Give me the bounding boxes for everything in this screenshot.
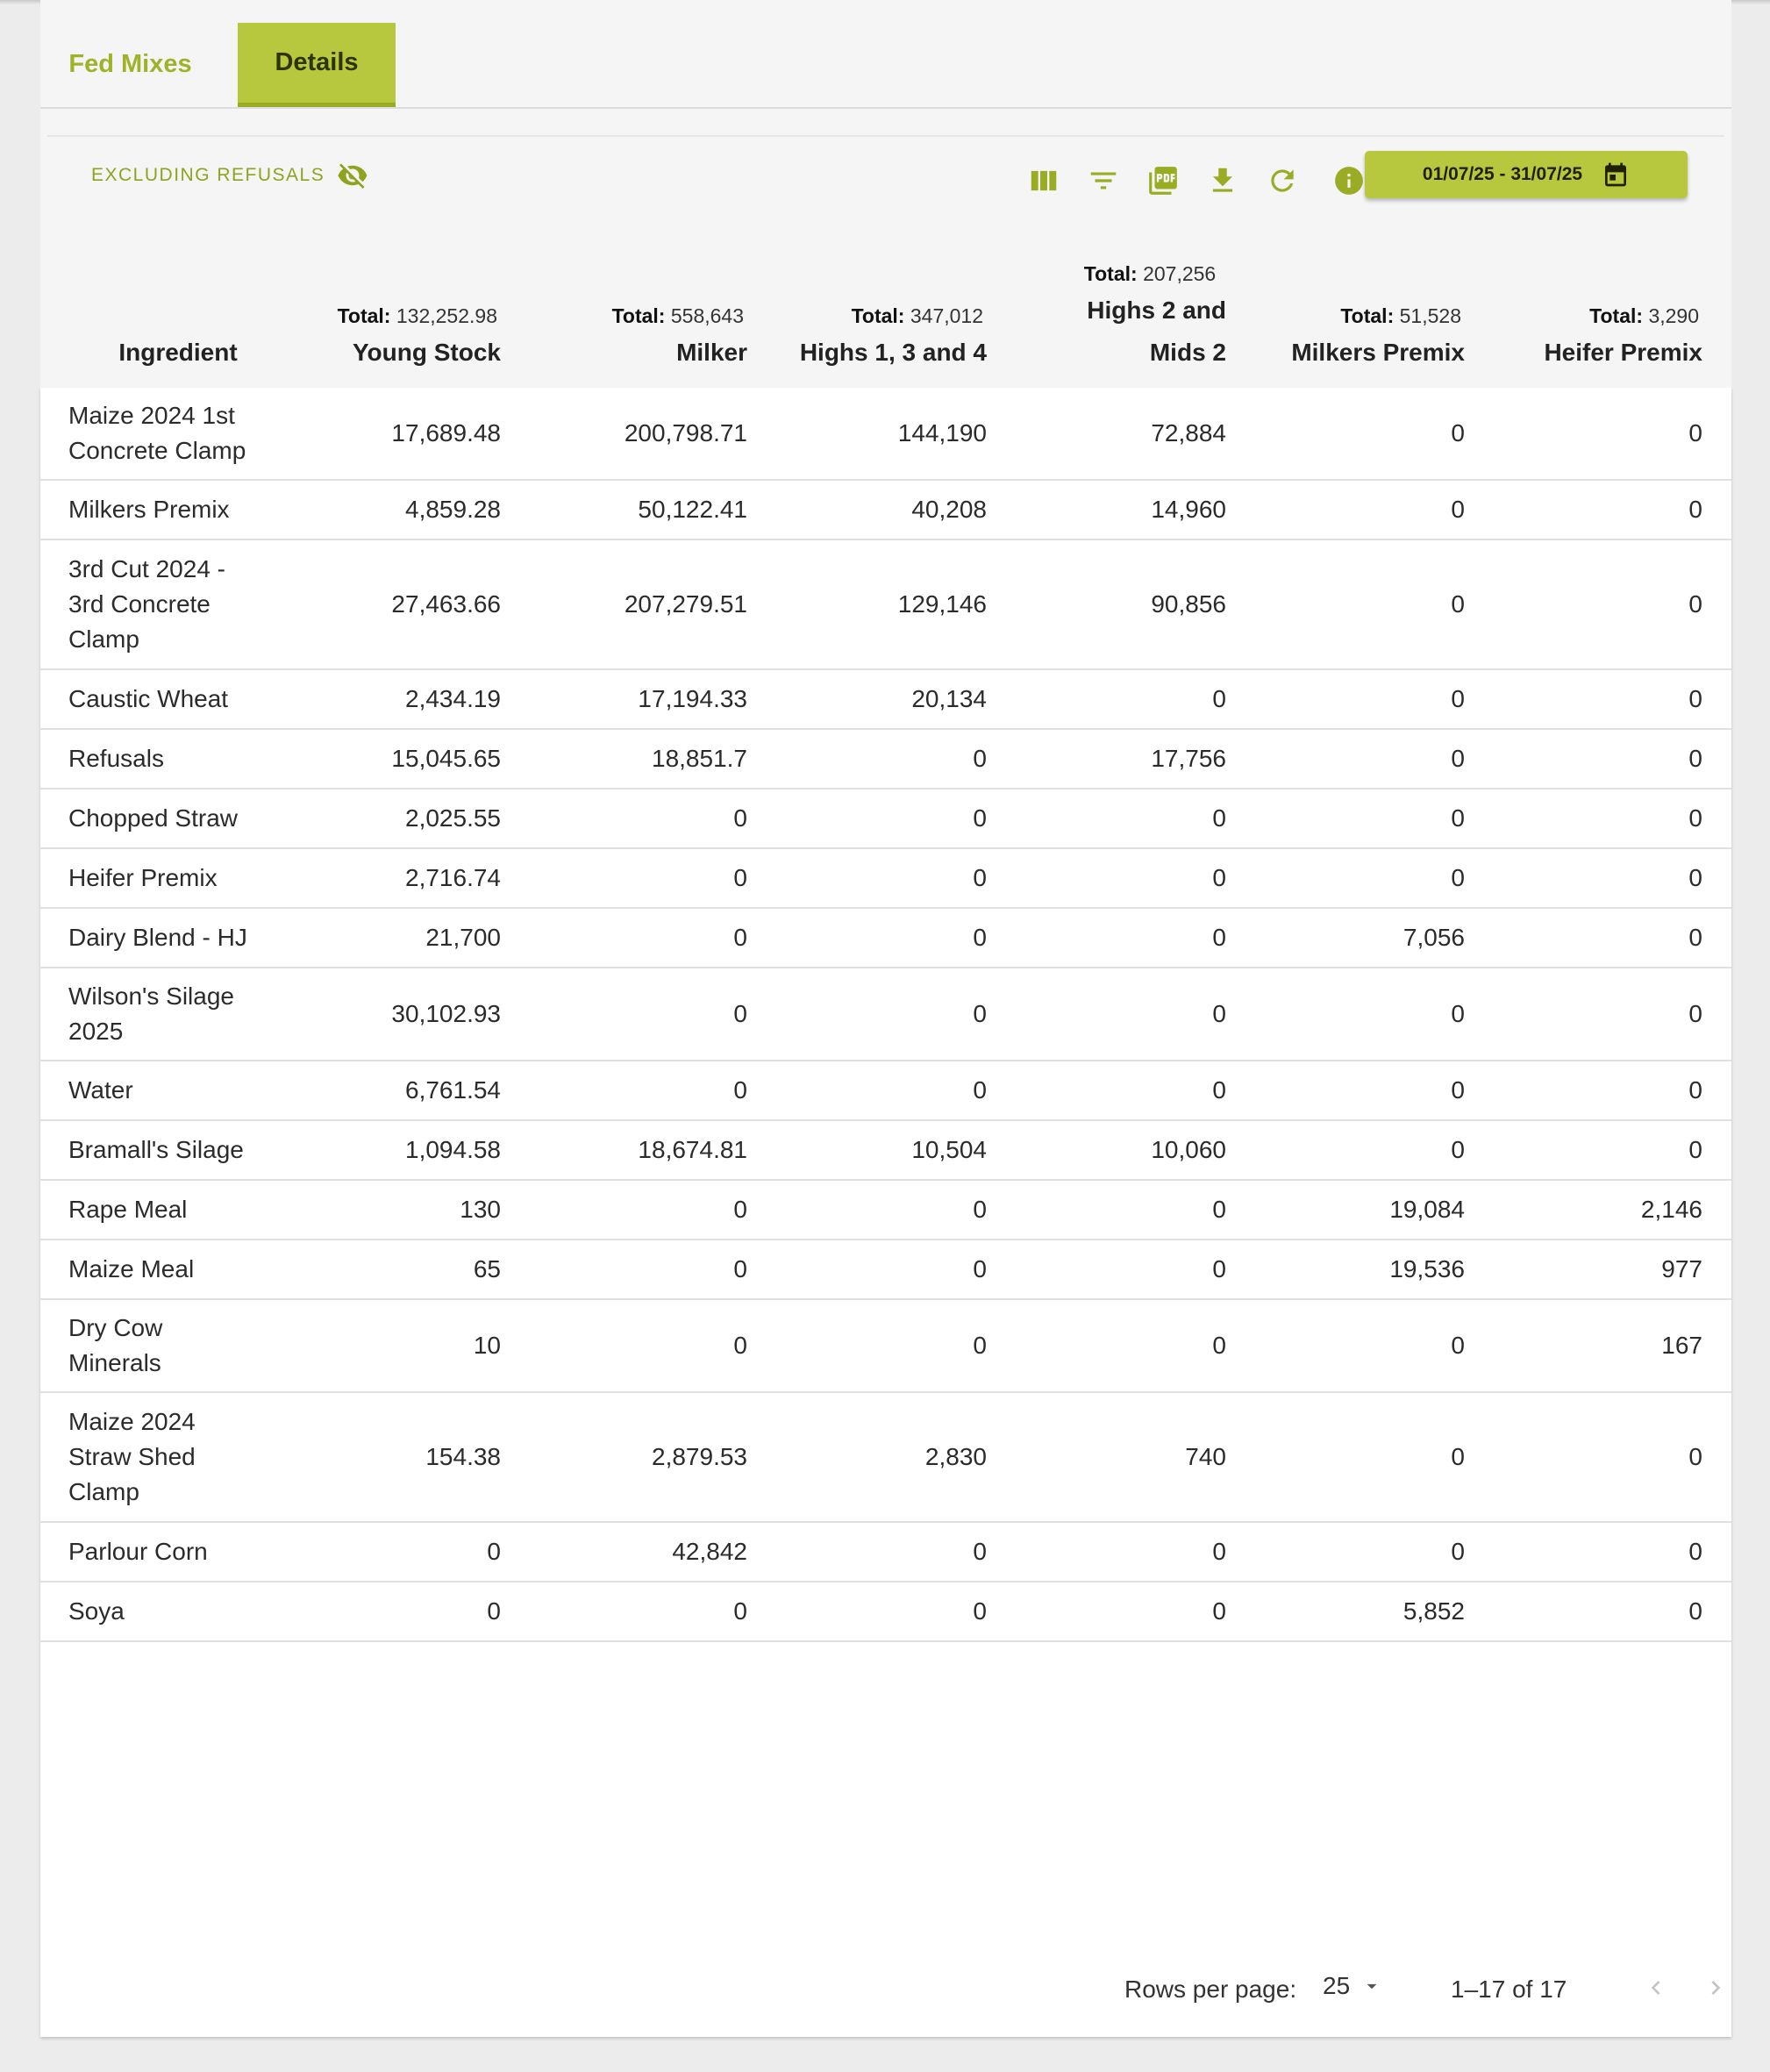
tab-bar (40, 23, 1731, 109)
value-cell: 144,190 (897, 419, 987, 447)
column-total-value: 347,012 (910, 304, 983, 327)
column-total-value: 132,252.98 (396, 304, 497, 327)
ingredient-cell: Maize 2024 Straw Shed Clamp (68, 1408, 196, 1505)
column-total-label: Total: (1340, 304, 1395, 327)
toolbar-divider (47, 135, 1724, 137)
value-cell: 0 (1451, 496, 1465, 523)
value-cell: 0 (1451, 419, 1465, 447)
value-cell: 90,856 (1151, 590, 1226, 618)
value-cell: 740 (1185, 1443, 1226, 1470)
table-row[interactable] (40, 1583, 1731, 1642)
value-cell: 0 (1688, 1443, 1702, 1470)
tab-fed-mixes[interactable]: Fed Mixes (68, 49, 192, 78)
ingredient-cell: 3rd Cut 2024 - 3rd Concrete Clamp (68, 555, 225, 653)
tab-details[interactable]: Details (238, 23, 396, 107)
value-cell: 0 (733, 804, 747, 832)
value-cell: 19,536 (1389, 1255, 1465, 1282)
value-cell: 2,830 (924, 1443, 987, 1470)
value-cell: 18,851.7 (652, 745, 747, 772)
column-total-label: Total: (1083, 262, 1138, 285)
value-cell: 0 (1212, 804, 1226, 832)
table-row[interactable] (40, 968, 1731, 1061)
ingredient-cell: Milkers Premix (68, 496, 230, 523)
chevron-left-icon (1642, 1974, 1670, 2002)
column-name: Milker (676, 339, 747, 366)
table-row[interactable] (40, 730, 1731, 790)
ingredient-cell: Soya (68, 1597, 125, 1625)
column-name: Young Stock (352, 339, 501, 366)
prev-page-button[interactable] (1637, 1968, 1675, 2007)
column-total-value: 207,256 (1143, 262, 1217, 285)
value-cell: 0 (1688, 1000, 1702, 1027)
rows-per-page-select[interactable] (1323, 1972, 1383, 2000)
table-row[interactable] (40, 1121, 1731, 1181)
filter-icon[interactable] (1081, 158, 1126, 204)
value-cell: 0 (733, 864, 747, 891)
column-name: Milkers Premix (1291, 339, 1465, 366)
value-cell: 17,194.33 (638, 685, 747, 712)
column-total (1210, 300, 1465, 332)
header-column[interactable] (493, 300, 747, 374)
value-cell: 6,761.54 (405, 1076, 501, 1104)
value-cell: 0 (973, 1538, 987, 1565)
table-row[interactable] (40, 1061, 1731, 1121)
eye-off-icon (337, 160, 368, 191)
value-cell: 0 (1688, 804, 1702, 832)
value-cell: 72,884 (1151, 419, 1226, 447)
details-panel (40, 0, 1731, 2037)
value-cell: 0 (973, 1332, 987, 1359)
ingredient-cell: Bramall's Silage (68, 1136, 244, 1163)
value-cell: 0 (973, 924, 987, 951)
table-row[interactable] (40, 909, 1731, 968)
ingredient-cell: Maize Meal (68, 1255, 195, 1282)
value-cell: 50,122.41 (638, 496, 747, 523)
value-cell: 167 (1661, 1332, 1702, 1359)
value-cell: 200,798.71 (624, 419, 747, 447)
header-column[interactable] (1077, 258, 1226, 374)
value-cell: 0 (1688, 1597, 1702, 1625)
chevron-down-icon (1360, 1975, 1383, 1997)
value-cell: 0 (1451, 1443, 1465, 1470)
value-cell: 2,879.53 (652, 1443, 747, 1470)
value-cell: 0 (1451, 1136, 1465, 1163)
value-cell: 977 (1661, 1255, 1702, 1282)
value-cell: 0 (1212, 1076, 1226, 1104)
value-cell: 0 (1688, 1076, 1702, 1104)
pagination (40, 1961, 1731, 2014)
value-cell: 0 (973, 804, 987, 832)
value-cell: 10,504 (911, 1136, 987, 1163)
value-cell: 4,859.28 (405, 496, 501, 523)
value-cell: 0 (1688, 685, 1702, 712)
rows-per-page-value: 25 (1323, 1972, 1351, 1999)
table-body (40, 388, 1731, 2037)
value-cell: 0 (1451, 864, 1465, 891)
date-range-text: 01/07/25 - 31/07/25 (1422, 164, 1583, 184)
value-cell: 0 (1688, 1538, 1702, 1565)
column-name: Highs 2 and Mids 2 (1087, 297, 1226, 366)
value-cell: 0 (1451, 745, 1465, 772)
ingredient-cell: Heifer Premix (68, 864, 218, 891)
ingredient-cell: Wilson's Silage 2025 (68, 982, 234, 1045)
value-cell: 1,094.58 (405, 1136, 501, 1163)
value-cell: 18,674.81 (638, 1136, 747, 1163)
value-cell: 0 (1451, 685, 1465, 712)
column-total (1448, 300, 1702, 332)
header-column[interactable] (1210, 300, 1465, 374)
ingredient-cell: Caustic Wheat (68, 685, 229, 712)
column-total-label: Total: (611, 304, 666, 327)
column-name: Highs 1, 3 and 4 (799, 339, 987, 366)
table-row[interactable] (40, 1240, 1731, 1300)
value-cell: 0 (733, 1076, 747, 1104)
column-total (1077, 258, 1226, 289)
header-column[interactable] (732, 300, 987, 374)
column-total-label: Total: (1589, 304, 1644, 327)
table-row[interactable] (40, 1523, 1731, 1583)
table-header (40, 254, 1731, 388)
table-row[interactable] (40, 1300, 1731, 1393)
value-cell: 0 (1451, 1076, 1465, 1104)
value-cell: 0 (973, 1076, 987, 1104)
value-cell: 0 (733, 1000, 747, 1027)
ingredient-cell: Dry Cow Minerals (68, 1314, 163, 1376)
columns-icon[interactable] (1021, 158, 1067, 204)
value-cell: 14,960 (1151, 496, 1226, 523)
value-cell: 0 (1688, 496, 1702, 523)
value-cell: 7,056 (1402, 924, 1465, 951)
rows-per-page-label: Rows per page: (1124, 1976, 1297, 2003)
value-cell: 0 (487, 1538, 501, 1565)
value-cell: 0 (1212, 924, 1226, 951)
value-cell: 0 (973, 1196, 987, 1223)
value-cell: 0 (1212, 685, 1226, 712)
value-cell: 0 (1688, 1136, 1702, 1163)
value-cell: 2,025.55 (405, 804, 501, 832)
table-row[interactable] (40, 670, 1731, 730)
value-cell: 0 (1451, 590, 1465, 618)
refresh-icon[interactable] (1260, 158, 1305, 204)
value-cell: 0 (1212, 864, 1226, 891)
value-cell: 17,756 (1151, 745, 1226, 772)
value-cell: 0 (733, 1255, 747, 1282)
value-cell: 0 (973, 745, 987, 772)
column-total-value: 3,290 (1648, 304, 1699, 327)
ingredient-cell: Water (68, 1076, 133, 1104)
value-cell: 0 (973, 864, 987, 891)
value-cell: 0 (1212, 1000, 1226, 1027)
value-cell: 65 (473, 1255, 501, 1282)
value-cell: 207,279.51 (624, 590, 747, 618)
pagination-range: 1–17 of 17 (1451, 1976, 1567, 2003)
value-cell: 0 (1688, 745, 1702, 772)
table-row[interactable] (40, 540, 1731, 670)
column-name: Heifer Premix (1544, 339, 1702, 366)
value-cell: 129,146 (897, 590, 987, 618)
value-cell: 0 (1688, 590, 1702, 618)
pdf-icon[interactable] (1140, 158, 1186, 204)
value-cell: 154.38 (425, 1443, 501, 1470)
value-cell: 0 (733, 1332, 747, 1359)
value-cell: 0 (1688, 864, 1702, 891)
value-cell: 0 (1212, 1196, 1226, 1223)
ingredient-cell: Maize 2024 1st Concrete Clamp (68, 402, 246, 464)
value-cell: 20,134 (911, 685, 987, 712)
value-cell: 0 (733, 1196, 747, 1223)
table-row[interactable] (40, 1393, 1731, 1523)
value-cell: 19,084 (1389, 1196, 1465, 1223)
value-cell: 2,434.19 (405, 685, 501, 712)
value-cell: 0 (1212, 1597, 1226, 1625)
value-cell: 2,716.74 (405, 864, 501, 891)
value-cell: 0 (1212, 1538, 1226, 1565)
value-cell: 0 (1212, 1255, 1226, 1282)
value-cell: 0 (733, 1597, 747, 1625)
value-cell: 40,208 (911, 496, 987, 523)
ingredient-cell: Dairy Blend - HJ (68, 924, 247, 951)
value-cell: 0 (973, 1000, 987, 1027)
download-icon[interactable] (1200, 158, 1245, 204)
table-row[interactable] (40, 481, 1731, 540)
value-cell: 0 (487, 1597, 501, 1625)
column-total-value: 558,643 (670, 304, 744, 327)
table-row[interactable] (40, 388, 1731, 481)
value-cell: 0 (973, 1255, 987, 1282)
column-total (732, 300, 987, 332)
value-cell: 15,045.65 (391, 745, 501, 772)
value-cell: 0 (1451, 804, 1465, 832)
calendar-icon (1602, 161, 1630, 189)
value-cell: 10,060 (1151, 1136, 1226, 1163)
value-cell: 0 (1451, 1332, 1465, 1359)
value-cell: 0 (1212, 1332, 1226, 1359)
date-range-button[interactable] (1365, 151, 1688, 198)
value-cell: 27,463.66 (391, 590, 501, 618)
value-cell: 30,102.93 (391, 1000, 501, 1027)
column-total-value: 51,528 (1399, 304, 1461, 327)
ingredient-cell: Refusals (68, 745, 164, 772)
value-cell: 0 (733, 924, 747, 951)
next-page-button[interactable] (1696, 1968, 1735, 2007)
value-cell: 17,689.48 (391, 419, 501, 447)
header-ingredient[interactable]: Ingredient (118, 339, 238, 366)
excluding-refusals-toggle[interactable] (91, 160, 368, 191)
header-column[interactable] (1448, 300, 1702, 374)
table-row[interactable] (40, 1181, 1731, 1240)
value-cell: 0 (1688, 924, 1702, 951)
column-total (246, 300, 501, 332)
ingredient-cell: Chopped Straw (68, 804, 239, 832)
column-total-label: Total: (851, 304, 905, 327)
column-total (493, 300, 747, 332)
value-cell: 42,842 (672, 1538, 747, 1565)
ingredient-cell: Parlour Corn (68, 1538, 208, 1565)
header-column[interactable] (246, 300, 501, 374)
value-cell: 5,852 (1402, 1597, 1465, 1625)
value-cell: 21,700 (425, 924, 501, 951)
column-total-label: Total: (337, 304, 391, 327)
value-cell: 0 (1451, 1000, 1465, 1027)
value-cell: 2,146 (1640, 1196, 1702, 1223)
value-cell: 0 (1688, 419, 1702, 447)
chevron-right-icon (1702, 1974, 1730, 2002)
excluding-refusals-label: EXCLUDING REFUSALS (91, 165, 325, 185)
value-cell: 130 (460, 1196, 501, 1223)
ingredient-cell: Rape Meal (68, 1196, 188, 1223)
table-row[interactable] (40, 849, 1731, 909)
value-cell: 0 (973, 1597, 987, 1625)
table-row[interactable] (40, 790, 1731, 849)
value-cell: 0 (1451, 1538, 1465, 1565)
value-cell: 10 (473, 1332, 501, 1359)
